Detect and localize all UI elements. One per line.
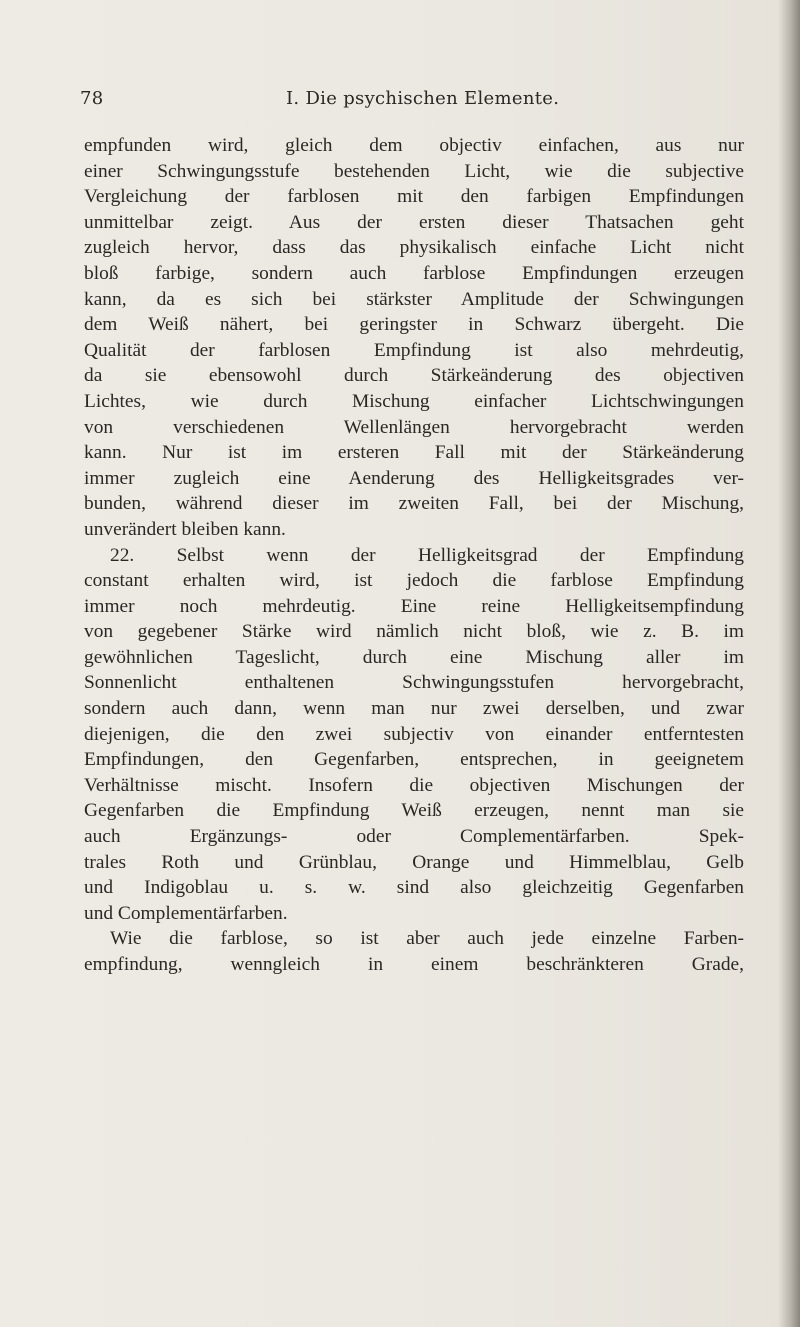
page-header: [80, 88, 720, 114]
text-line: Empfindungen, den Gegenfarben, entsprechen, in geeignetem: [84, 749, 744, 771]
text-line: kann, da es sich bei stärkster Amplitude der Schwingungen: [84, 288, 744, 310]
text-line: einer Schwingungsstufe bestehenden Licht, wie die subjective: [84, 160, 744, 182]
running-head: I. Die psychischen Elemente.: [286, 88, 560, 109]
text-line: immer noch mehrdeutig. Eine reine Helligkeitsempfindung: [84, 595, 744, 617]
text-line: Gegenfarben die Empfindung Weiß erzeugen, nennt man sie: [84, 800, 744, 822]
text-line: und Complementärfarben.: [84, 902, 288, 924]
text-line: empfindung, wenngleich in einem beschränkteren Grade,: [84, 954, 744, 975]
text-line: Sonnenlicht enthaltenen Schwingungsstufen hervorgebracht,: [84, 672, 744, 694]
section-start-line: 22. Selbst wenn der Helligkeitsgrad der Empfindung: [110, 544, 744, 566]
text-line: von gegebener Stärke wird nämlich nicht bloß, wie z. B. im: [84, 621, 744, 643]
text-line: auch Ergänzungs- oder Complementärfarben. Spek-: [84, 826, 744, 848]
body-text: [84, 133, 744, 978]
text-line: von verschiedenen Wellenlängen hervorgebracht werden: [84, 416, 744, 438]
text-line: da sie ebensowohl durch Stärkeänderung des objectiven: [84, 365, 744, 387]
text-line: bloß farbige, sondern auch farblose Empfindungen erzeugen: [84, 262, 744, 284]
text-line: trales Roth und Grünblau, Orange und Himmelblau, Gelb: [84, 851, 744, 873]
text-line: dem Weiß nähert, bei geringster in Schwarz übergeht. Die: [84, 314, 744, 336]
text-line: empfunden wird, gleich dem objectiv einfachen, aus nur: [84, 135, 744, 156]
text-line: Verhältnisse mischt. Insofern die objectiven Mischungen der: [84, 774, 744, 796]
text-line: sondern auch dann, wenn man nur zwei derselben, und zwar: [84, 698, 744, 720]
text-line: Qualität der farblosen Empfindung ist also mehrdeutig,: [84, 339, 744, 361]
text-line: bunden, während dieser im zweiten Fall, bei der Mischung,: [84, 493, 744, 515]
text-line: unmittelbar zeigt. Aus der ersten dieser Thatsachen geht: [84, 211, 744, 233]
paragraph-start-line: Wie die farblose, so ist aber auch jede einzelne Farben-: [110, 928, 744, 950]
text-line: constant erhalten wird, ist jedoch die farblose Empfindung: [84, 570, 744, 592]
page-number: 78: [80, 88, 104, 109]
text-line: Vergleichung der farblosen mit den farbigen Empfindungen: [84, 186, 744, 208]
text-line: und Indigoblau u. s. w. sind also gleichzeitig Gegenfarben: [84, 877, 744, 899]
page-edge-shadow: [778, 0, 800, 1327]
text-line: gewöhnlichen Tageslicht, durch eine Mischung aller im: [84, 646, 744, 668]
text-line: kann. Nur ist im ersteren Fall mit der Stärkeänderung: [84, 442, 744, 464]
text-line: zugleich hervor, dass das physikalisch einfache Licht nicht: [84, 237, 744, 259]
text-line: diejenigen, die den zwei subjectiv von einander entferntesten: [84, 723, 744, 745]
text-line: unverändert bleiben kann.: [84, 518, 286, 540]
text-line: immer zugleich eine Aenderung des Helligkeitsgrades ver-: [84, 467, 744, 489]
text-line: Lichtes, wie durch Mischung einfacher Lichtschwingungen: [84, 390, 744, 412]
